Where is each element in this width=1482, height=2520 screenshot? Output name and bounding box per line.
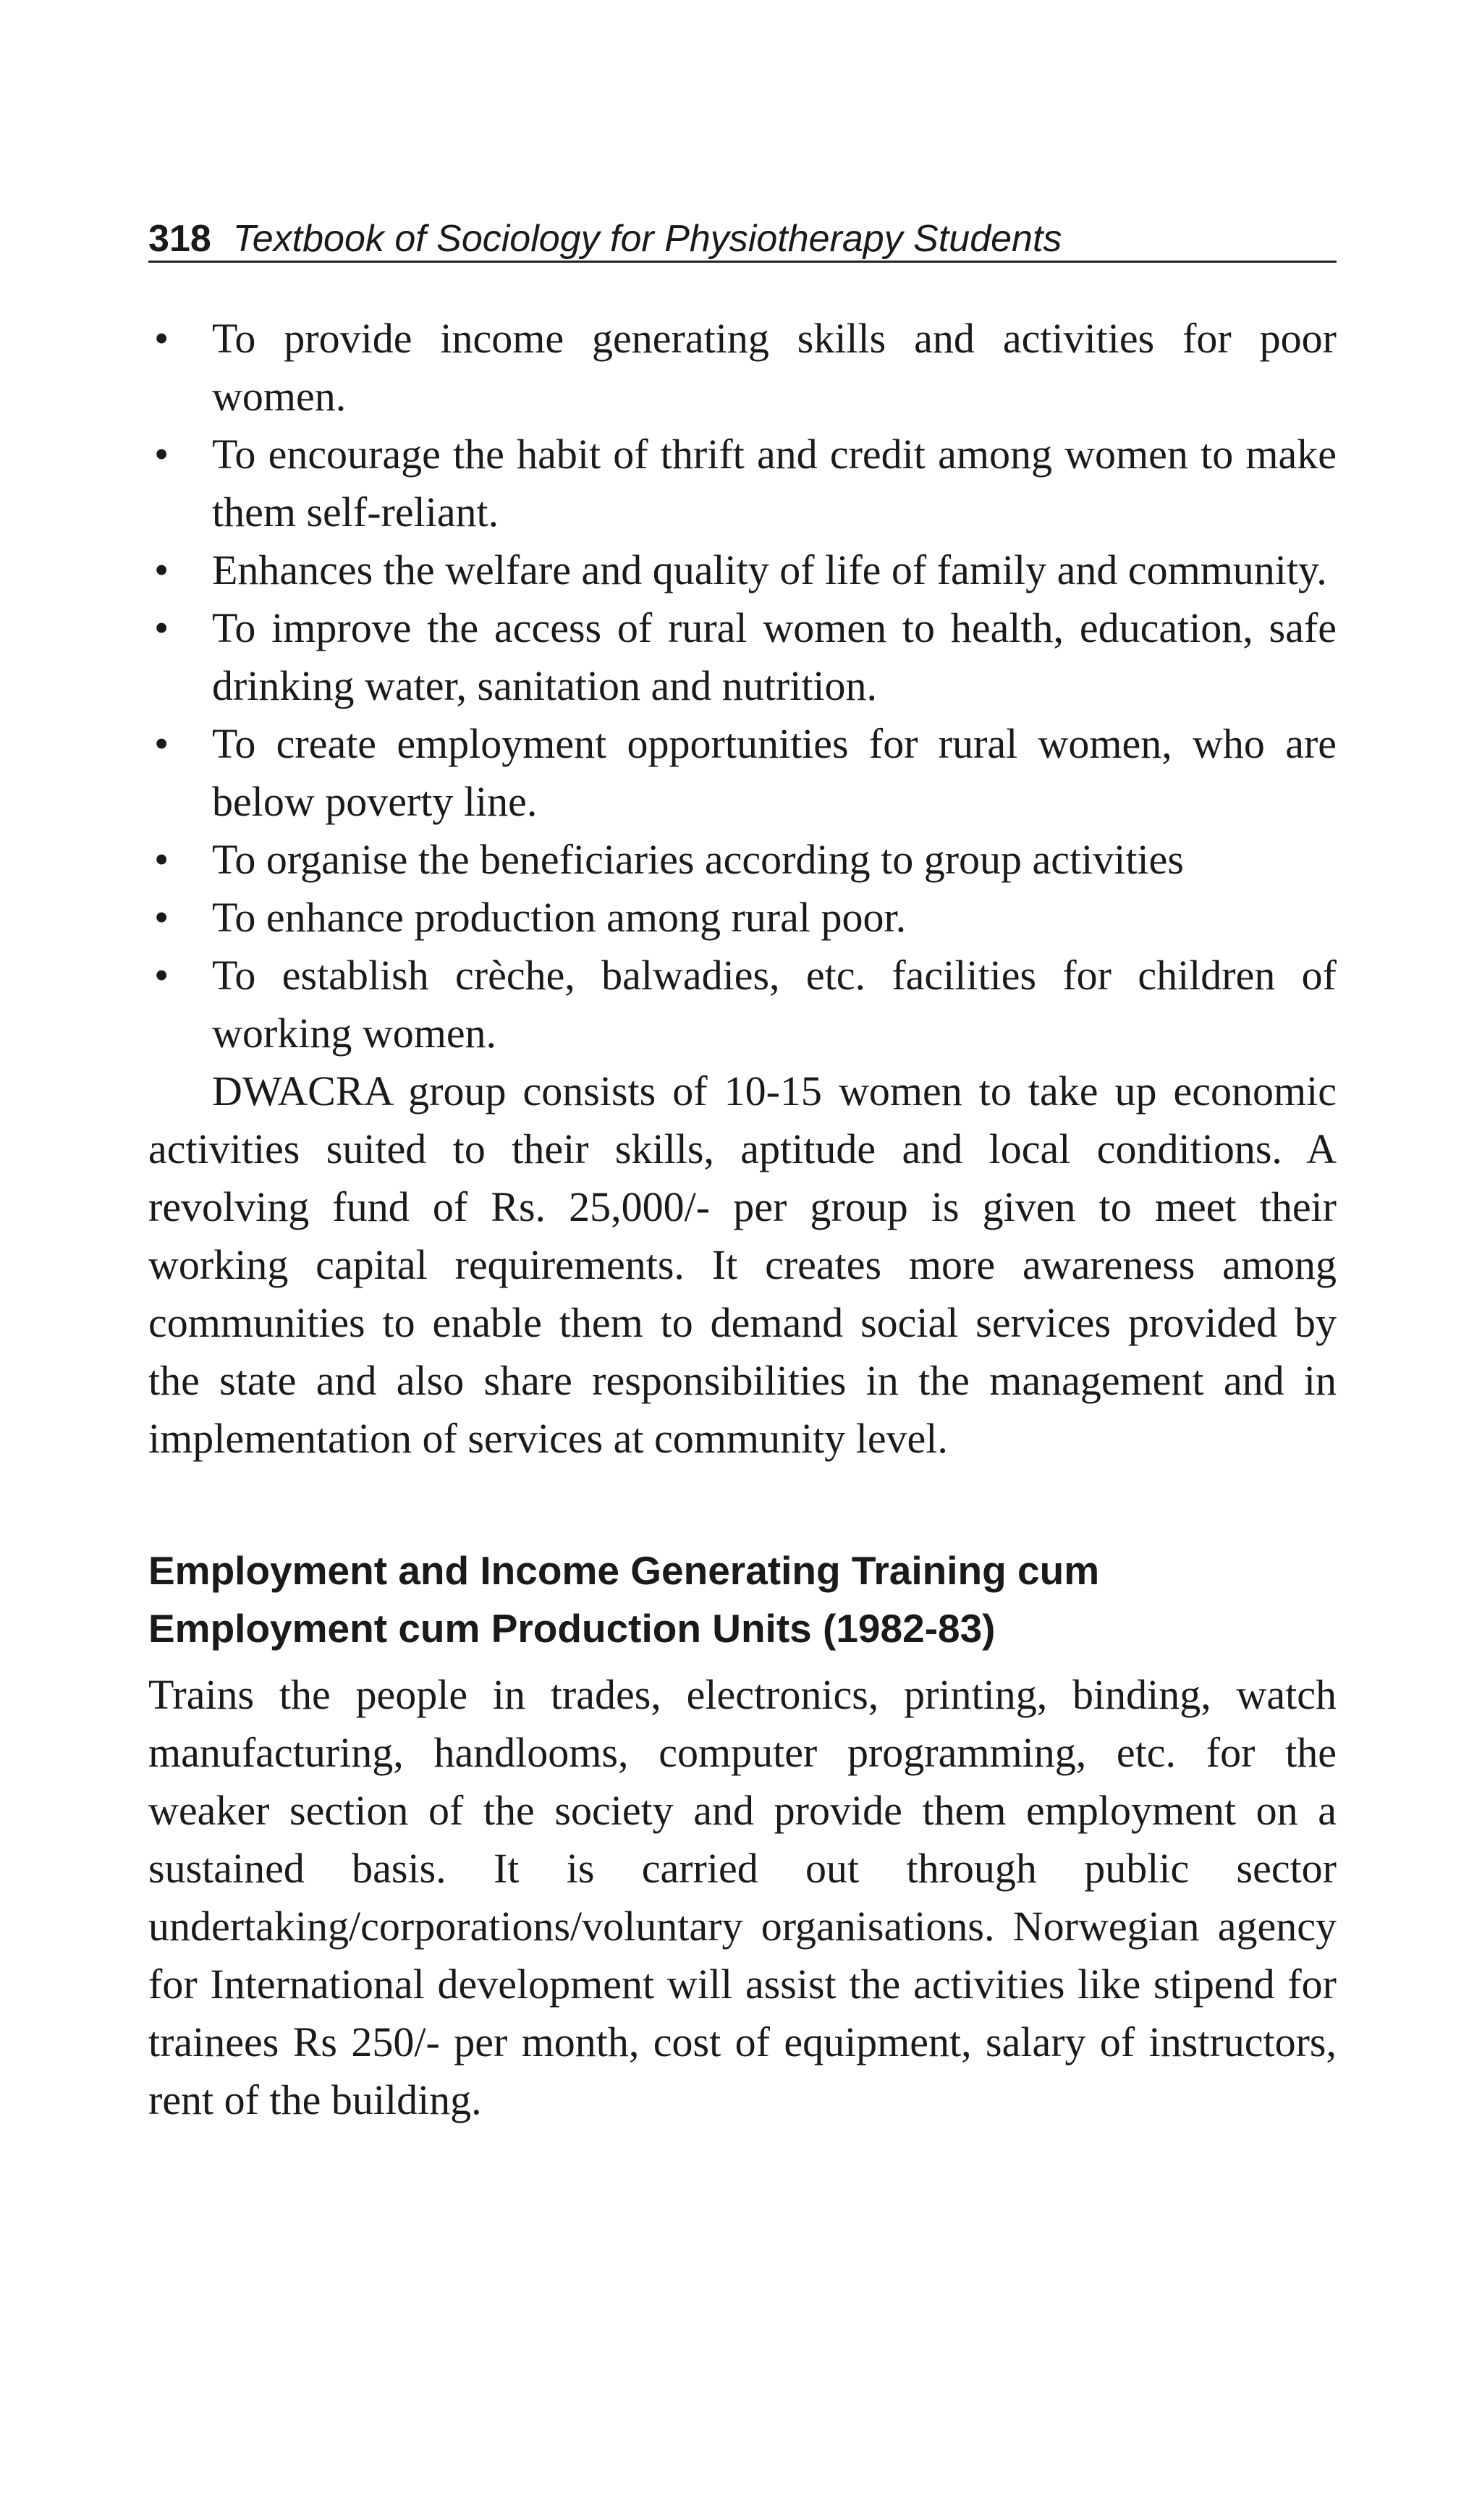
dwacra-paragraph: DWACRA group consists of 10-15 women to take up economic activities suited to their skills, aptitude and local conditions. A revolving fund of Rs. 25,000/- per group is given to meet their working capital requirements. It creates more awareness among communities to enable them to demand social services provided by the state and also share responsibilities in the management and in implementation of services at community level. (148, 1067, 1337, 1462)
list-item: • Enhances the welfare and quality of life of family and community. (148, 541, 1337, 599)
list-item: • To improve the access of rural women to health, education, safe drinking water, sanitation and nutrition. (148, 599, 1337, 715)
section-paragraph: Trains the people in trades, electronics, printing, binding, watch manufacturing, handlooms, computer programming, etc. for the weaker section of the society and provide them employment on a sustained basis. It is carried out through public sector undertaking/corporations/voluntary organisations. Norwegian agency for International development will assist the activities like stipend for trainees Rs 250/- per month, cost of equipment, salary of instructors, rent of the building. (148, 1671, 1337, 2123)
section-heading-line-1: Employment and Income Generating Training cum (148, 1548, 1100, 1593)
list-item: • To organise the beneficiaries according to group activities (148, 831, 1337, 889)
objectives-list (148, 310, 1337, 1062)
list-item: • To enhance production among rural poor. (148, 889, 1337, 947)
list-item: • To create employment opportunities for rural women, who are below poverty line. (148, 715, 1337, 831)
page-content (148, 310, 1337, 2129)
list-item: • To establish crèche, balwadies, etc. facilities for children of working women. (148, 947, 1337, 1062)
section-heading-line-2: Employment cum Production Units (1982-83) (148, 1606, 996, 1651)
list-item: • To encourage the habit of thrift and credit among women to make them self-reliant. (148, 426, 1337, 541)
page-number: 318 (148, 218, 211, 260)
list-item: • To provide income generating skills and activities for poor women. (148, 310, 1337, 426)
section-heading (148, 1542, 1337, 1657)
running-header (148, 217, 1337, 263)
book-title: Textbook of Sociology for Physiotherapy Students (232, 218, 1062, 260)
